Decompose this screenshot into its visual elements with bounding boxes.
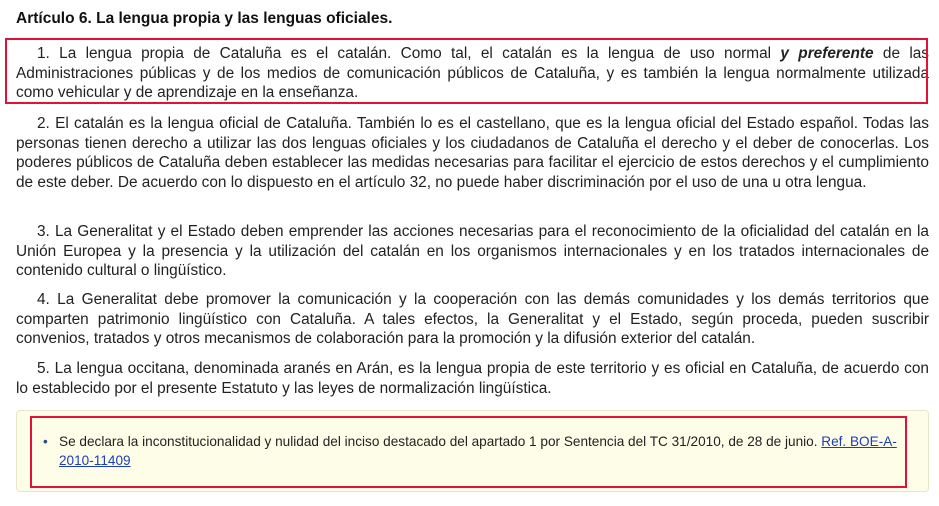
paragraph-1-highlight-box [5,38,928,104]
paragraph-3: 3. La Generalitat y el Estado deben emprender las acciones necesarias para el reconocimiento de la oficialidad del catalán en la Unión Europea y la presencia y la utilización del catalán en los organismos internacionales y en los tratados internacionales de contenido cultural o lingüístico. [16,223,929,280]
bullet-icon: • [43,434,48,449]
paragraph-1-text-after: de las Administraciones públicas y de los medios de comunicación públicos de Cataluña, y es también la lengua normalmente utilizada como vehicular y de aprendizaje en la enseñanza. [16,45,930,102]
paragraph-5: 5. La lengua occitana, denominada aranés en Arán, es la lengua propia de este territorio y es oficial en Cataluña, de acuerdo con lo establecido por el presente Estatuto y las leyes de normalización lingüística. [16,360,929,397]
paragraph-1-text-before: 1. La lengua propia de Cataluña es el catalán. Como tal, el catalán es la lengua de uso normal [37,45,781,62]
annotation-note [59,432,904,470]
highlighted-phrase: y preferente [780,45,874,62]
paragraph-4: 4. La Generalitat debe promover la comunicación y la cooperación con las demás comunidades y los demás territorios que comparten patrimonio lingüístico con Cataluña. A tales efectos, la Generalitat y el Estado, según proceda, pueden suscribir convenios, tratados y otros mecanismos de colaboración para la promoción y la difusión exterior del catalán. [16,291,929,348]
paragraph-2: 2. El catalán es la lengua oficial de Cataluña. También lo es el castellano, que es la lengua oficial del Estado español. Todas las personas tienen derecho a utilizar las dos lenguas oficiales y los ciudadanos de Cataluña el derecho y el deber de conocerlas. Los poderes públicos de Cataluña deben establecer las medidas necesarias para facilitar el ejercicio de estos derechos y el cumplimiento de este deber. De acuerdo con lo dispuesto en el artículo 32, no puede haber discriminación por el uso de una u otra lengua. [16,115,929,191]
boe-reference-link[interactable]: Ref. BOE-A-2010-11409 [59,434,897,468]
article-title: Artículo 6. La lengua propia y las lenguas oficiales. [16,10,393,27]
annotation-text: Se declara la inconstitucionalidad y nulidad del inciso destacado del apartado 1 por Sentencia del TC 31/2010, de 28 de junio. [59,434,822,449]
